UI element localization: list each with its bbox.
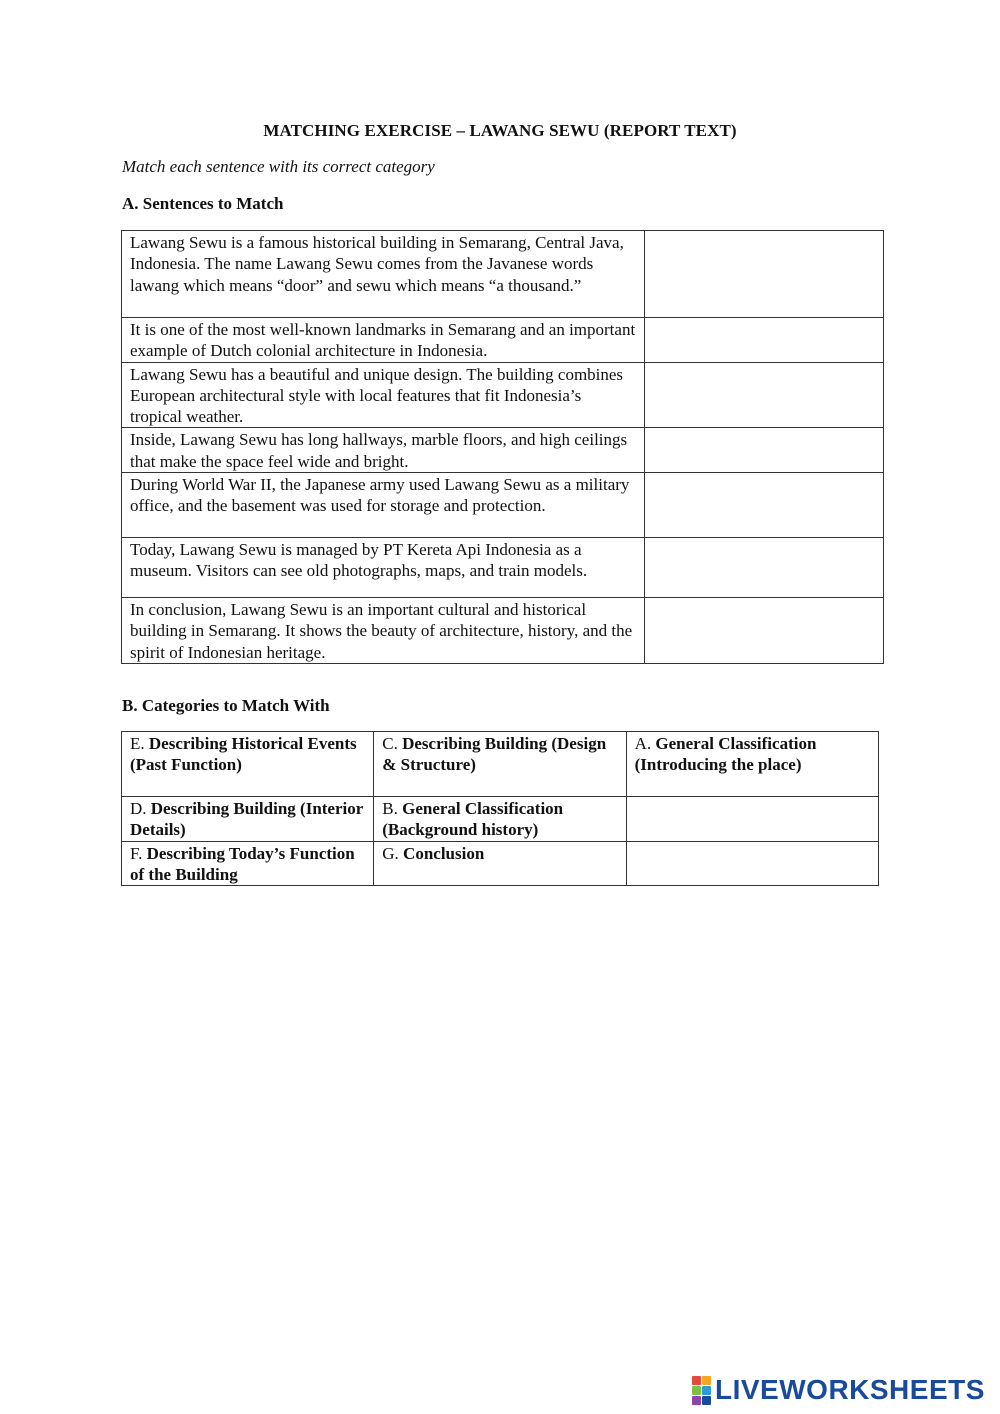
liveworksheets-logo — [692, 1374, 985, 1406]
category-row — [122, 732, 879, 797]
category-label: General Classification (Background history) — [382, 799, 564, 840]
answer-drop-box[interactable] — [645, 428, 884, 473]
logo-square — [692, 1396, 701, 1405]
sentence-text: Lawang Sewu is a famous historical building in Semarang, Central Java, Indonesia. The name Lawang Sewu comes from the Javanese words lawang which means “door” and sewu which means “a thousand.” — [122, 231, 645, 318]
liveworksheets-logo-icon — [692, 1376, 711, 1405]
answer-drop-box[interactable] — [645, 318, 884, 363]
category-cell — [122, 732, 374, 797]
category-label: Describing Building (Interior Details) — [130, 799, 363, 840]
sentence-row — [122, 318, 884, 363]
logo-square — [702, 1376, 711, 1385]
sentence-row — [122, 473, 884, 538]
answer-drop-box[interactable] — [645, 362, 884, 428]
category-cell-empty — [626, 797, 878, 842]
answer-drop-box[interactable] — [645, 538, 884, 598]
sentence-text: Inside, Lawang Sewu has long hallways, marble floors, and high ceilings that make the space feel wide and bright. — [122, 428, 645, 473]
categories-table — [121, 731, 879, 886]
logo-square — [692, 1386, 701, 1395]
answer-drop-box[interactable] — [645, 231, 884, 318]
category-cell — [374, 797, 626, 842]
category-letter: C. — [382, 734, 403, 753]
logo-square — [692, 1376, 701, 1385]
category-label: Describing Today’s Function of the Building — [130, 843, 355, 884]
answer-drop-box[interactable] — [645, 598, 884, 664]
category-letter: E. — [130, 734, 149, 753]
sentence-row — [122, 231, 884, 318]
category-letter: F. — [130, 843, 147, 863]
category-row — [122, 841, 879, 886]
category-letter: D. — [130, 799, 151, 818]
category-cell — [626, 732, 878, 797]
page-title: MATCHING EXERCISE – LAWANG SEWU (REPORT TEXT) — [263, 121, 737, 140]
sentence-text: In conclusion, Lawang Sewu is an important cultural and historical building in Semarang. It shows the beauty of architecture, history, and the spirit of Indonesian heritage. — [122, 598, 645, 664]
sentence-row — [122, 538, 884, 598]
sentence-text: Lawang Sewu has a beautiful and unique design. The building combines European architectural style with local features that fit Indonesia’s tropical weather. — [122, 362, 645, 428]
sentence-text: It is one of the most well-known landmarks in Semarang and an important example of Dutch colonial architecture in Indonesia. — [122, 318, 645, 363]
section-b-heading: B. Categories to Match With — [122, 696, 330, 715]
category-cell — [122, 841, 374, 886]
category-cell — [122, 797, 374, 842]
sentence-text: During World War II, the Japanese army used Lawang Sewu as a military office, and the basement was used for storage and protection. — [122, 473, 645, 538]
sentence-row — [122, 428, 884, 473]
category-cell — [374, 732, 626, 797]
logo-square — [702, 1396, 711, 1405]
category-label: Describing Historical Events (Past Function) — [130, 734, 357, 775]
sentence-text: Today, Lawang Sewu is managed by PT Kereta Api Indonesia as a museum. Visitors can see old photographs, maps, and train models. — [122, 538, 645, 598]
category-letter: A. — [634, 734, 656, 753]
logo-text: LIVEWORKSHEETS — [715, 1374, 985, 1405]
answer-drop-box[interactable] — [645, 473, 884, 538]
sentence-row — [122, 598, 884, 664]
category-label: Conclusion — [403, 843, 485, 863]
category-cell — [374, 841, 626, 886]
category-cell-empty — [626, 841, 878, 886]
sentence-row — [122, 362, 884, 428]
category-letter: B. — [382, 799, 403, 818]
logo-square — [702, 1386, 711, 1395]
category-label: General Classification (Introducing the place) — [634, 734, 817, 775]
category-letter: G. — [382, 843, 404, 863]
instruction-text: Match each sentence with its correct category — [122, 157, 435, 176]
sentences-table — [121, 230, 884, 664]
category-row — [122, 797, 879, 842]
category-label: Describing Building (Design & Structure) — [382, 734, 607, 775]
section-a-heading: A. Sentences to Match — [122, 194, 284, 213]
